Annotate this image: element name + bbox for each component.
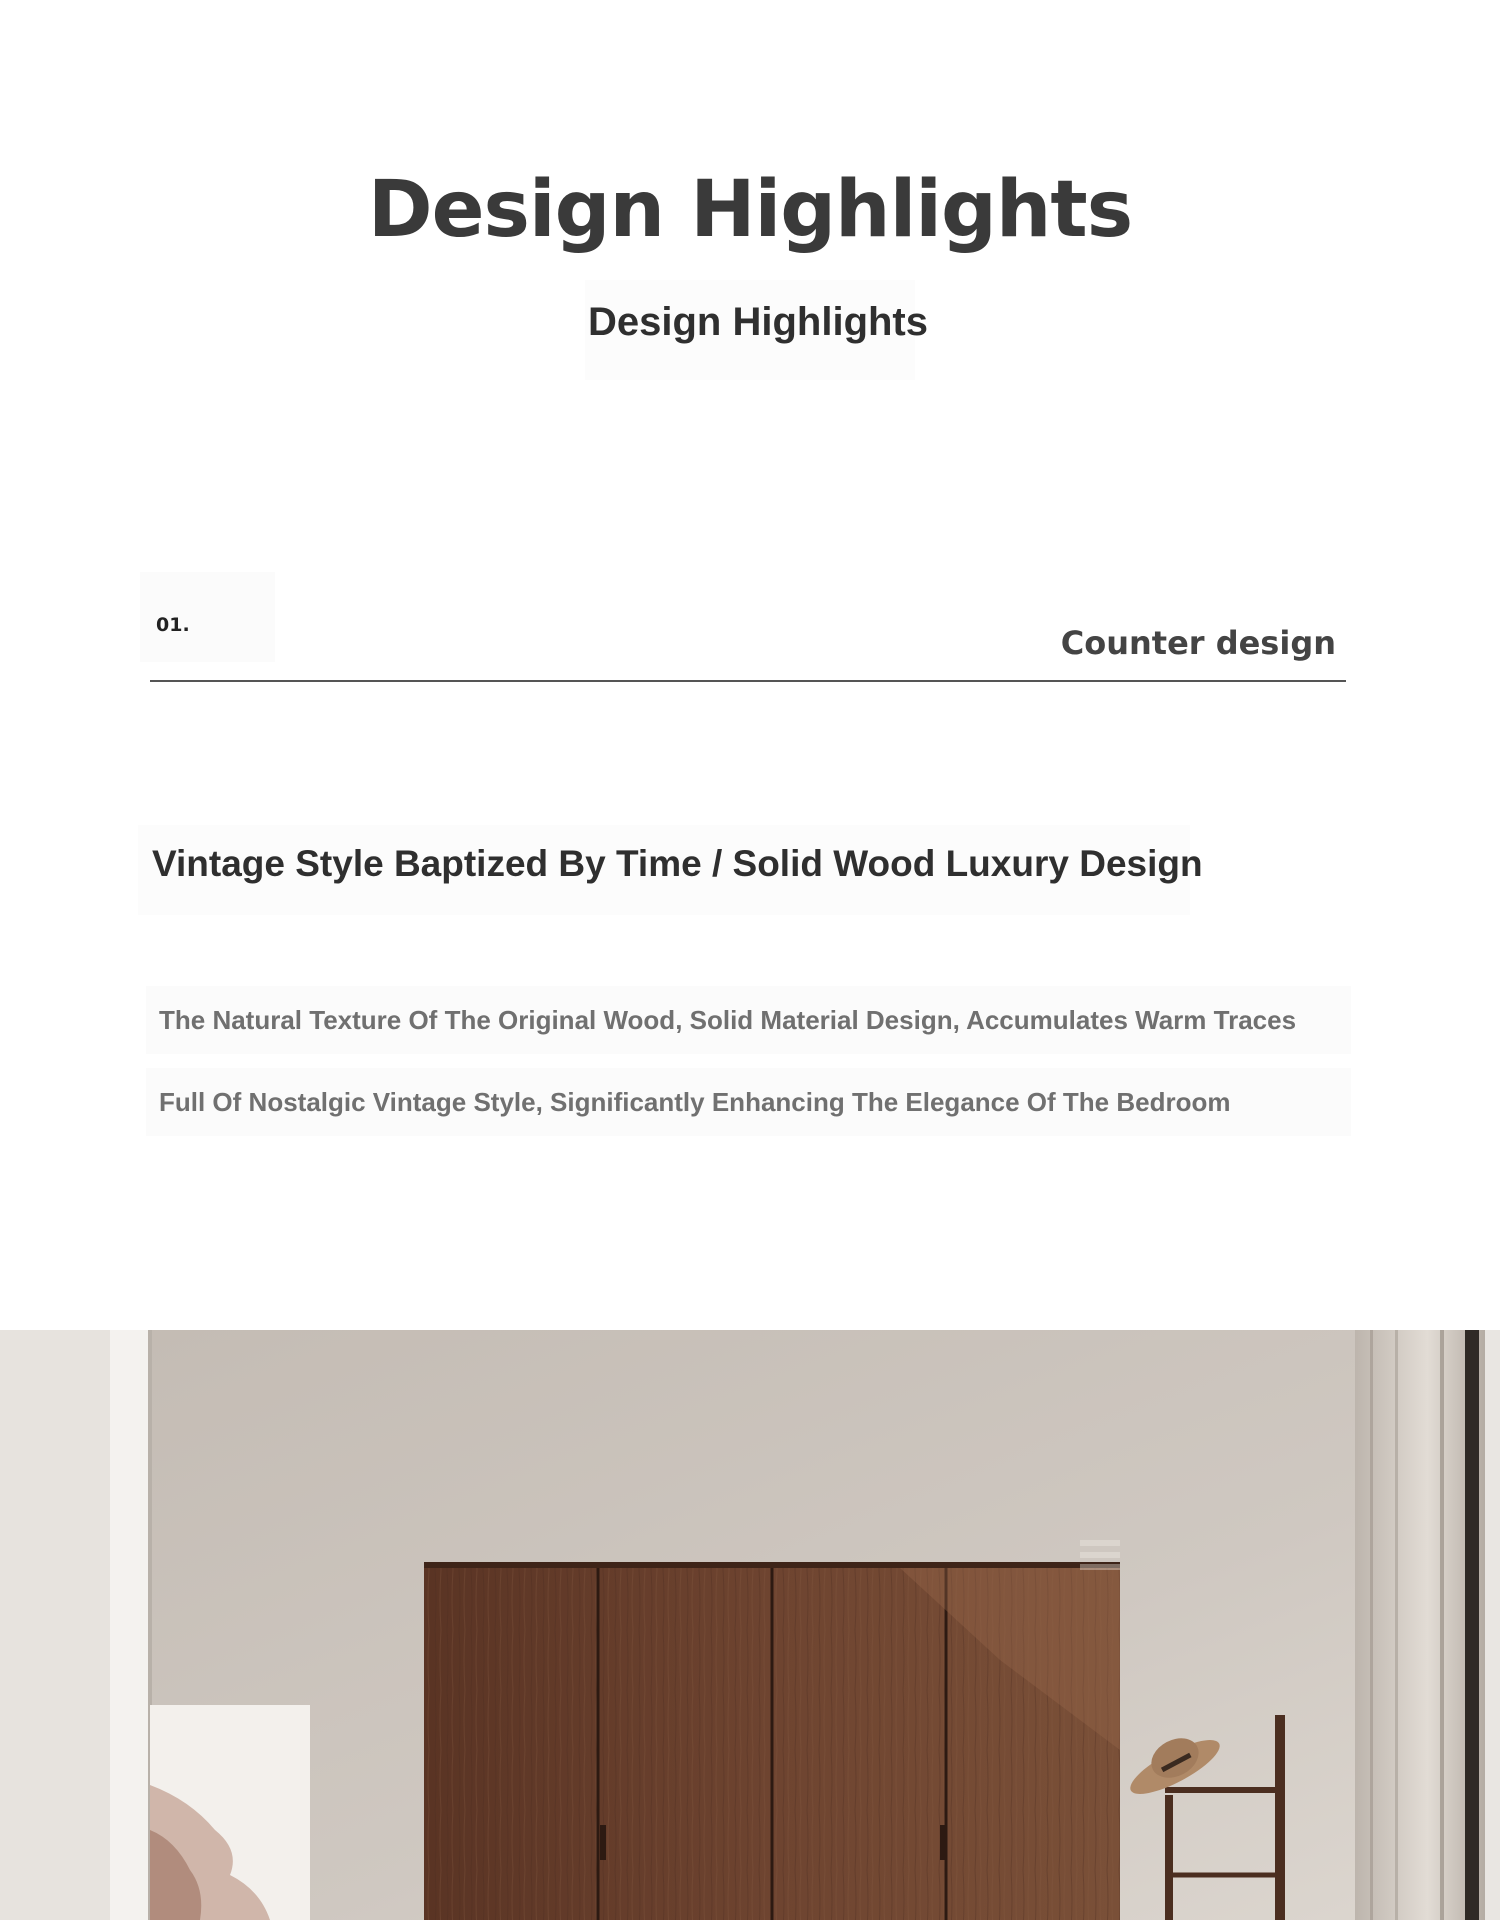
feature-headline: Vintage Style Baptized By Time / Solid Wood Luxury Design — [152, 843, 1203, 884]
wardrobe-photo — [0, 1330, 1500, 1920]
page-title: Design Highlights — [367, 165, 1133, 255]
description-line: The Natural Texture Of The Original Wood, Solid Material Design, Accumulates Warm Traces — [159, 1005, 1297, 1035]
description-line: Full Of Nostalgic Vintage Style, Significantly Enhancing The Elegance Of The Bedroom — [159, 1087, 1231, 1117]
section-divider — [150, 680, 1346, 682]
section-number: 01. — [156, 614, 190, 636]
section-label: Counter design — [1060, 624, 1336, 662]
page-subtitle: Design Highlights — [588, 300, 928, 344]
